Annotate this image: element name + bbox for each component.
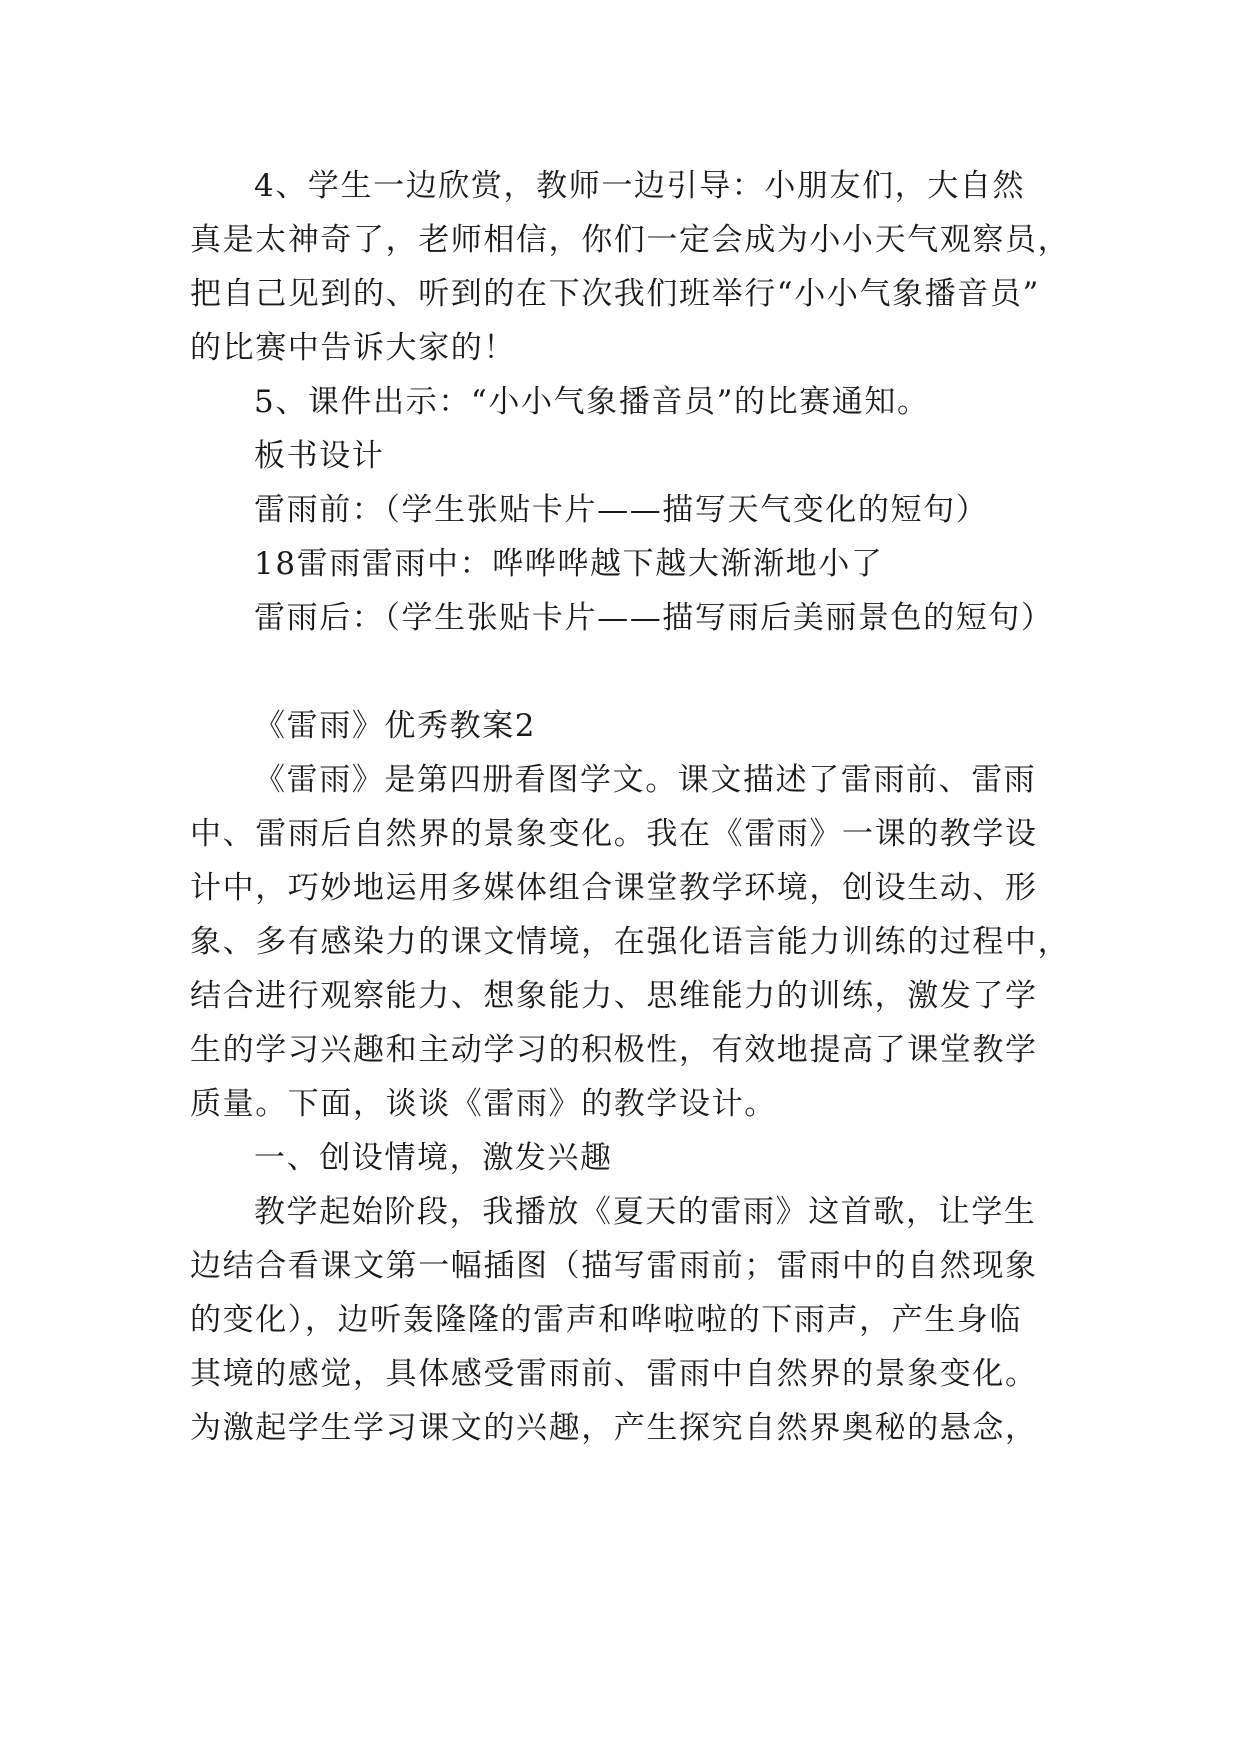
section-1-paragraph-line-1: 教学起始阶段，我播放《夏天的雷雨》这首歌，让学生: [254, 1194, 1037, 1230]
section-heading-blackboard: 板书设计: [254, 438, 385, 474]
paragraph-4-line-3: 把自己见到的、听到的在下次我们班举行“小小气象播音员”: [190, 276, 1040, 312]
section-1-paragraph-line-2: 边结合看课文第一幅插图（描写雷雨前；雷雨中的自然现象: [190, 1248, 1038, 1284]
paragraph-4-line-1: 4、学生一边欣赏，教师一边引导：小朋友们，大自然: [254, 168, 1026, 204]
intro-paragraph-line-4: 象、多有感染力的课文情境，在强化语言能力训练的过程中，: [190, 924, 1071, 960]
paragraph-4-line-4: 的比赛中告诉大家的！: [190, 330, 516, 366]
blackboard-line-after: 雷雨后：（学生张贴卡片——描写雨后美丽景色的短句）: [254, 600, 1054, 636]
lesson-plan-title: 《雷雨》优秀教案2: [254, 708, 537, 744]
section-1-paragraph-line-5: 为激起学生学习课文的兴趣，产生探究自然界奥秘的悬念，: [190, 1410, 1038, 1446]
intro-paragraph-line-3: 计中，巧妙地运用多媒体组合课堂教学环境，创设生动、形: [190, 870, 1038, 906]
section-1-paragraph-line-4: 其境的感觉，具体感受雷雨前、雷雨中自然界的景象变化。: [190, 1356, 1038, 1392]
intro-paragraph-line-7: 质量。下面，谈谈《雷雨》的教学设计。: [190, 1086, 777, 1122]
blackboard-line-during: 18雷雨雷雨中：哗哗哗越下越大渐渐地小了: [254, 546, 884, 582]
intro-paragraph-line-6: 生的学习兴趣和主动学习的积极性，有效地提高了课堂教学: [190, 1032, 1038, 1068]
section-1-paragraph-line-3: 的变化），边听轰隆隆的雷声和哗啦啦的下雨声，产生身临: [190, 1302, 1023, 1338]
intro-paragraph-line-1: 《雷雨》是第四册看图学文。课文描述了雷雨前、雷雨: [254, 762, 1037, 798]
intro-paragraph-line-5: 结合进行观察能力、想象能力、思维能力的训练，激发了学: [190, 978, 1038, 1014]
paragraph-5: 5、课件出示：“小小气象播音员”的比赛通知。: [254, 384, 930, 420]
blackboard-line-before: 雷雨前：（学生张贴卡片——描写天气变化的短句）: [254, 492, 989, 528]
intro-paragraph-line-2: 中、雷雨后自然界的景象变化。我在《雷雨》一课的教学设: [190, 816, 1038, 852]
paragraph-4-line-2: 真是太神奇了，老师相信，你们一定会成为小小天气观察员，: [190, 222, 1071, 258]
section-heading-1: 一、创设情境，激发兴趣: [254, 1140, 613, 1176]
